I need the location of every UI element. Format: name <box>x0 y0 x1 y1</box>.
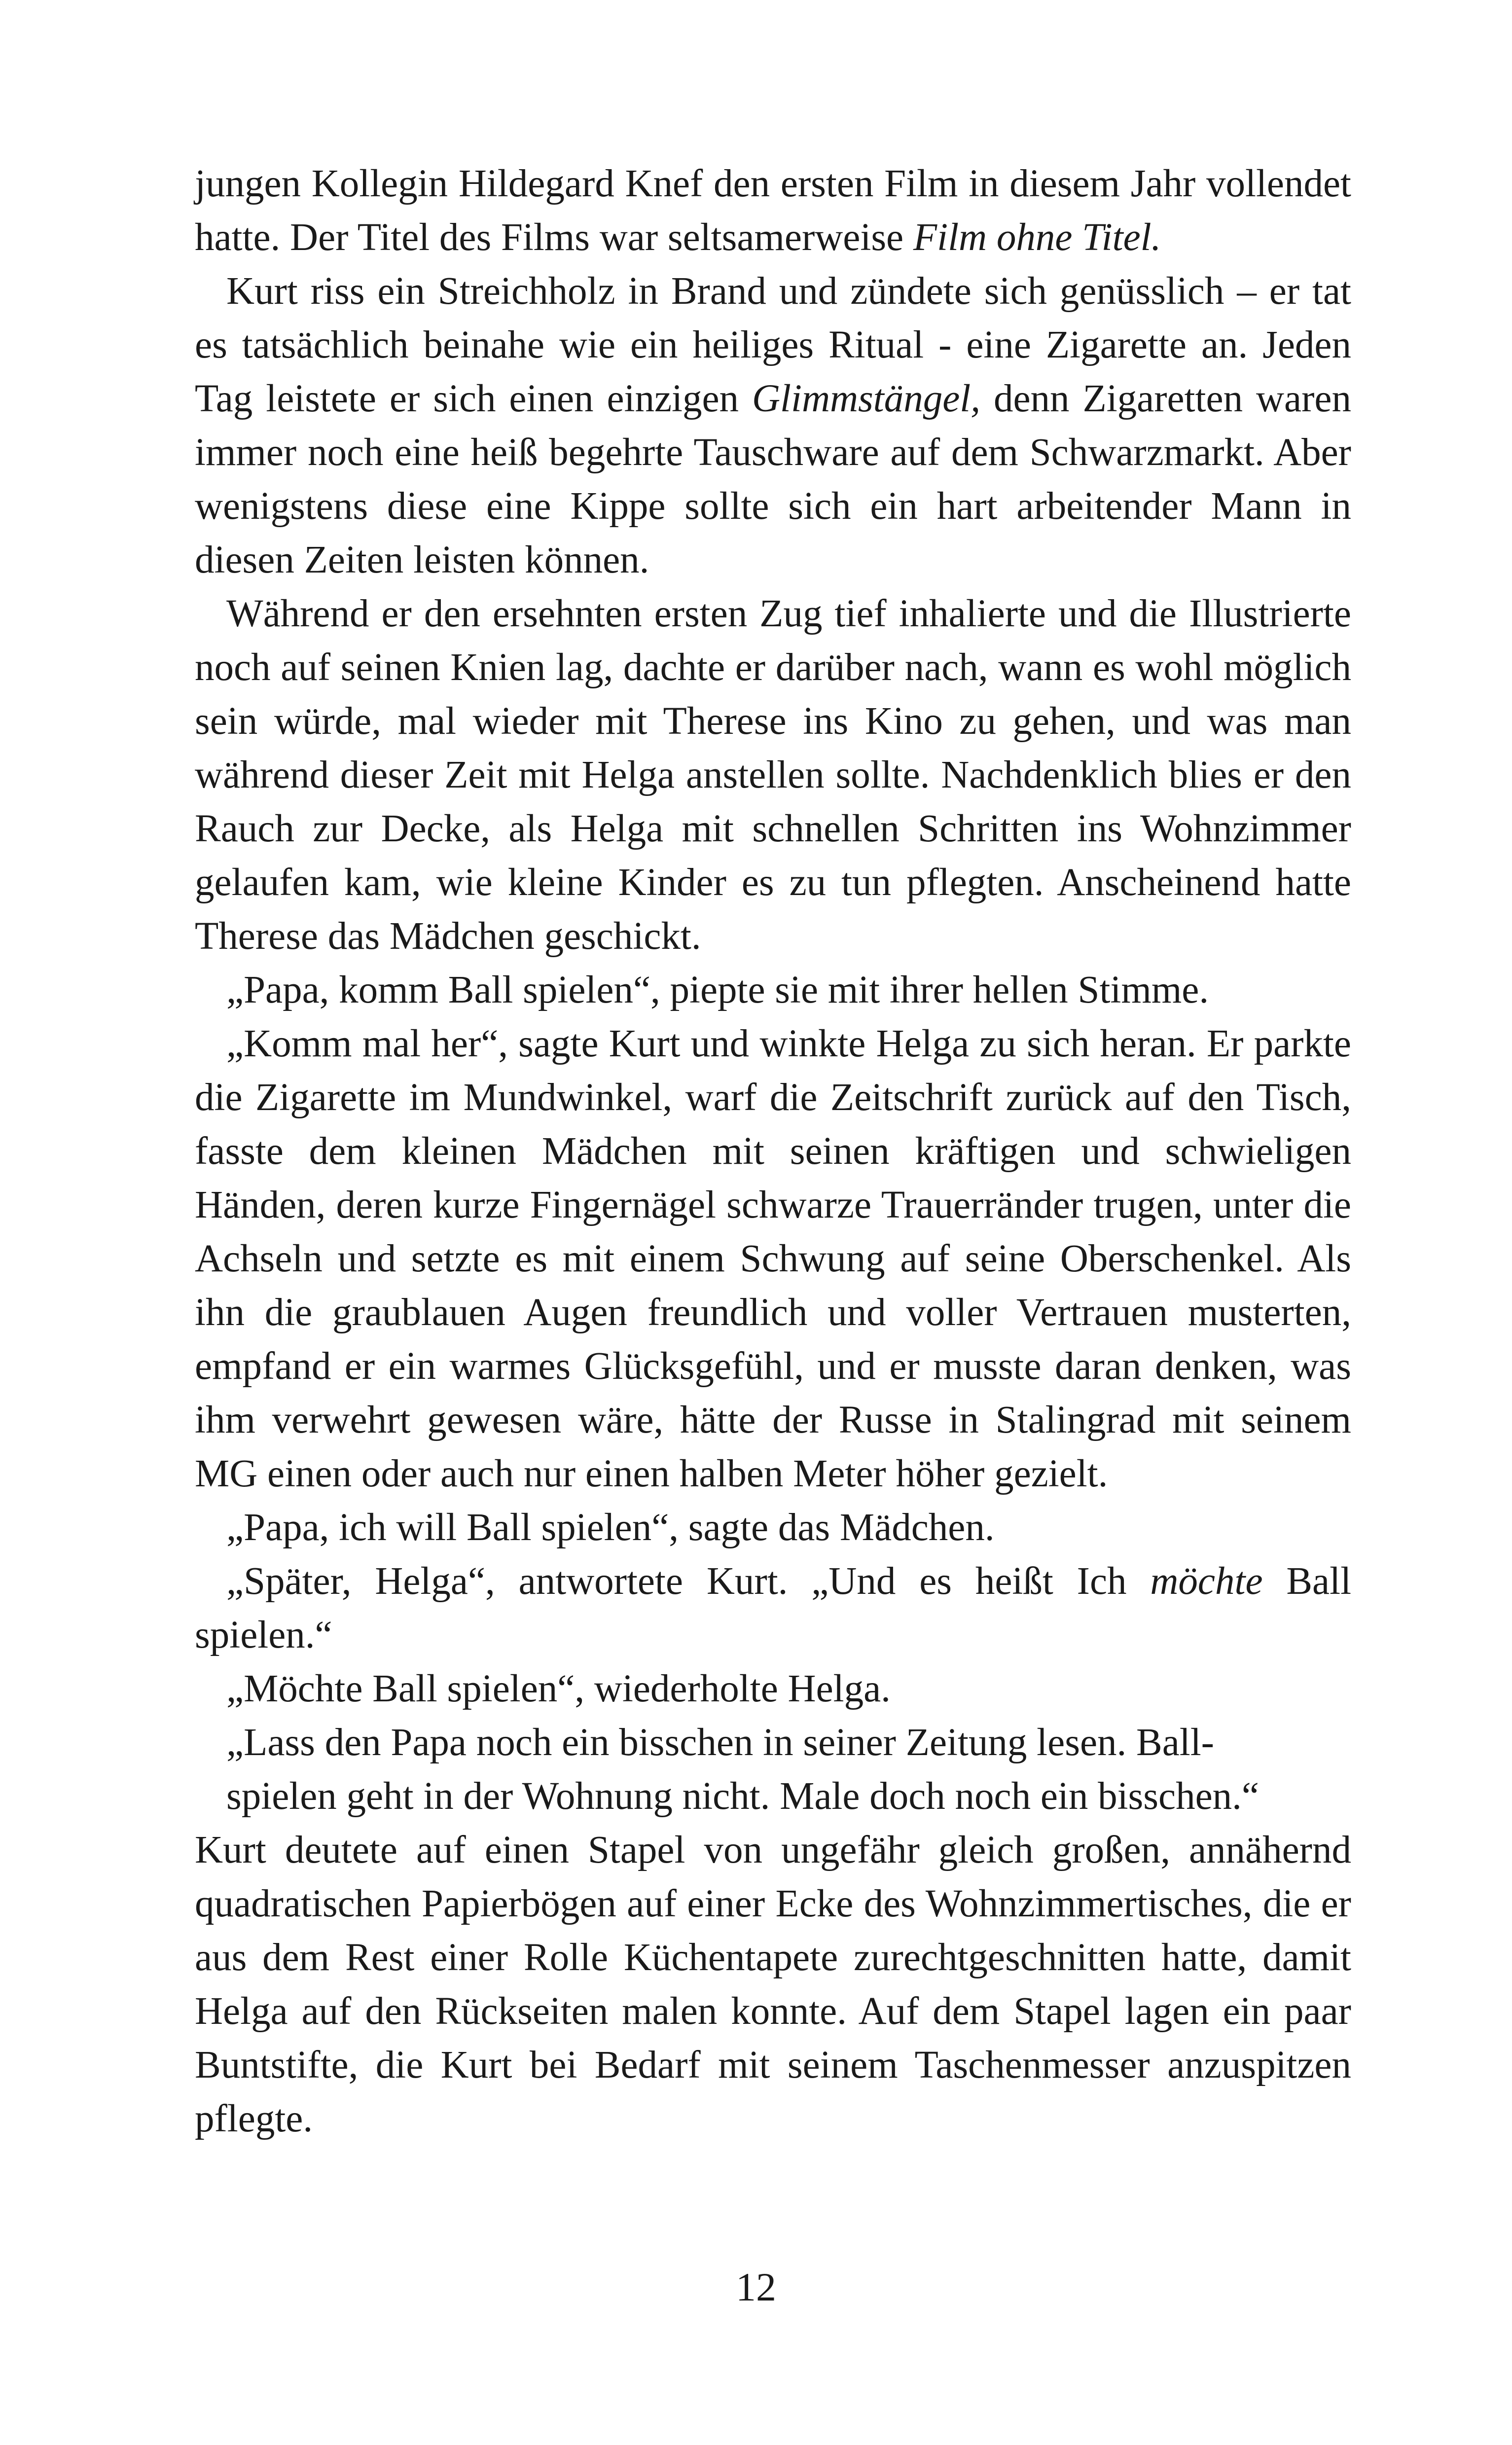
paragraph-5: „Komm mal her“, sagte Kurt und winkte Helga zu sich heran. Er parkte die Zigarette im Mundwinkel, warf die Zeitschrift zurück auf den Tisch, fasste dem kleinen Mädchen mit seinen kräftigen und schwieligen Händen, deren kurze Fingernägel schwarze Trauerränder trugen, unter die Achseln und setzte es mit einem Schwung auf seine Oberschenkel. Als ihn die graublauen Augen freundlich und voller Vertrauen musterten, empfand er ein warmes Glücksgefühl, und er musste daran denken, was ihm verwehrt gewesen wäre, hätte der Russe in Stalingrad mit seinem MG einen oder auch nur einen halben Meter höher gezielt. <box>195 1022 1351 1495</box>
paragraph-4: „Papa, komm Ball spielen“, piepte sie mit ihrer hellen Stimme. <box>226 969 1209 1011</box>
paragraph-9: „Lass den Papa noch ein bisschen in seiner Zeitung lesen. Ball- <box>226 1721 1214 1764</box>
paragraph-2: Kurt riss ein Streichholz in Brand und zündete sich genüsslich – er tat es tatsächlich beinahe wie ein heiliges Ritual - eine Zigarette an. Jeden Tag leistete er sich einen einzigen Glimmstängel, denn Zigaretten waren immer noch eine heiß begehrte Tauschware auf dem Schwarzmarkt. Aber wenigstens diese eine Kippe sollte sich ein hart arbeitender Mann in diesen Zeiten leisten können. <box>195 270 1351 581</box>
body-text <box>195 157 1351 2146</box>
paragraph-8: „Möchte Ball spielen“, wiederholte Helga. <box>226 1667 891 1710</box>
paragraph-3: Während er den ersehnten ersten Zug tief inhalierte und die Illustrierte noch auf seinen Knien lag, dachte er darüber nach, wann es wohl möglich sein würde, mal wieder mit Therese ins Kino zu gehen, und was man während dieser Zeit mit Helga anstellen sollte. Nachdenklich blies er den Rauch zur Decke, als Helga mit schnellen Schritten ins Wohnzimmer gelaufen kam, wie kleine Kinder es zu tun pflegten. Anscheinend hatte Therese das Mädchen geschickt. <box>195 592 1351 958</box>
paragraph-7: „Später, Helga“, antwortete Kurt. „Und es heißt Ich möchte Ball spielen.“ <box>195 1560 1352 1656</box>
paragraph-6: „Papa, ich will Ball spielen“, sagte das Mädchen. <box>226 1506 995 1549</box>
paragraph-1: jungen Kollegin Hildegard Knef den ersten Film in diesem Jahr vollendet hatte. Der Titel des Films war seltsamerweise Film ohne Titel. <box>195 162 1351 259</box>
page-number: 12 <box>736 2265 776 2309</box>
paragraph-10: spielen geht in der Wohnung nicht. Male doch noch ein bisschen.“ <box>226 1775 1259 1818</box>
paragraph-11: Kurt deutete auf einen Stapel von ungefähr gleich großen, annähernd quadratischen Papierbögen auf einer Ecke des Wohnzimmertisches, die er aus dem Rest einer Rolle Küchentapete zurechtgeschnitten hatte, damit Helga auf den Rückseiten malen konnte. Auf dem Stapel lagen ein paar Buntstifte, die Kurt bei Bedarf mit seinem Taschenmesser anzuspitzen pflegte. <box>195 1829 1351 2140</box>
